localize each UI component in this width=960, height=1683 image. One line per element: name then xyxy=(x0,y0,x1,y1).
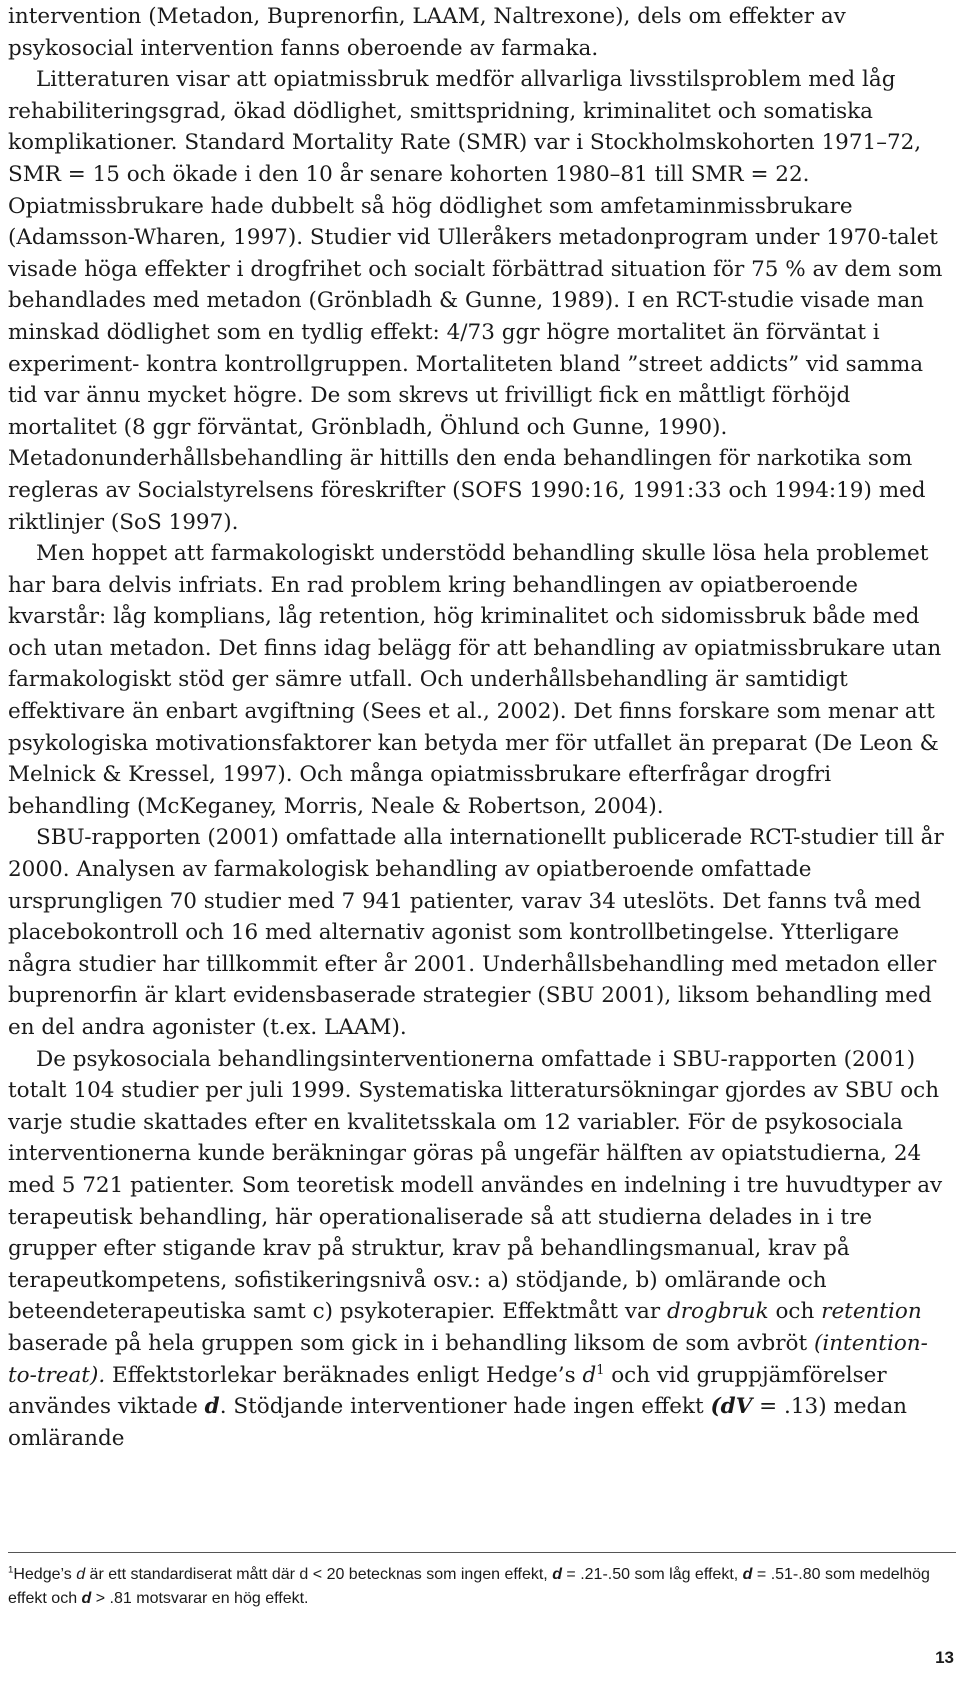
emphasis-run: d xyxy=(81,1590,92,1607)
page-number: 13 xyxy=(935,1648,954,1667)
text-run: är ett standardiserat mått där d < 20 betecknas som ingen effekt, xyxy=(85,1566,553,1583)
footnote-marker: 1 xyxy=(8,1564,14,1576)
paragraph xyxy=(8,1,954,64)
paragraph xyxy=(8,1044,954,1455)
footnote xyxy=(8,1563,954,1611)
emphasis-run: (dV xyxy=(710,1394,753,1420)
emphasis-run: d xyxy=(76,1566,86,1583)
paragraph xyxy=(8,64,954,538)
text-run: Hedge’s xyxy=(13,1566,77,1583)
text-run: Men hoppet att farmakologiskt understödd behandling skulle lösa hela problemet har bara delvis infriats. En rad problem kring behandlingen av opiatberoende kvarstår: låg komplians, låg retention, hög kriminalitet och sidomissbruk både med och utan metadon. Det finns idag belägg för att behandling av opiatmissbrukare utan farmakologiskt stöd ger sämre utfall. Och underhållsbehandling är samtidigt effektivare än enbart avgiftning (Sees et al., 2002). Det finns forskare som menar att psykologiska motivationsfaktorer kan betyda mer för utfallet än preparat (De Leon & Melnick & Kressel, 1997). Och många opiatmissbrukare efterfrågar drogfri behandling (McKeganey, Morris, Neale & Robertson, 2004). xyxy=(8,541,942,819)
emphasis-run: (intention-to-treat). xyxy=(8,1330,928,1388)
emphasis-run: d xyxy=(204,1394,220,1420)
text-run: och vid gruppjämförelser användes viktade xyxy=(8,1362,887,1420)
body-text xyxy=(8,0,954,1454)
text-run: = .21-.50 som låg effekt, xyxy=(561,1566,743,1583)
text-run: Litteraturen visar att opiatmissbruk medför allvarliga livsstilsproblem med låg rehabiliteringsgrad, ökad dödlighet, smittspridning, kriminalitet och somatiska komplikationer. Standard Mortality Rate (SMR) var i Stockholmskohorten 1971–72, SMR = 15 och ökade i den 10 år senare kohorten 1980–81 till SMR = 22. Opiatmissbrukare hade dubbelt så hög dödlighet som amfetaminmissbrukare (Adamsson-Wharen, 1997). Studier vid Ulleråkers metadonprogram under 1970-talet visade höga effekter i drogfrihet och socialt förbättrad situation för 75 % av dem som behandlades med metadon (Grönbladh & Gunne, 1989). I en RCT-studie visade man minskad dödlighet som en tydlig effekt: 4/73 ggr högre mortalitet än förväntat i experiment- kontra kontrollgruppen. Mortaliteten bland ”street addicts” vid samma tid var ännu mycket högre. De som skrevs ut frivilligt fick en måttligt förhöjd mortalitet (8 ggr förväntat, Grönbladh, Öhlund och Gunne, 1990). Metadonunderhållsbehandling är hittills den enda behandlingen för narkotika som regleras av Socialstyrelsens föreskrifter (SOFS 1990:16, 1991:33 och 1994:19) med riktlinjer (SoS 1997). xyxy=(8,67,943,535)
text-run: Effektstorlekar beräknades enligt Hedge’s xyxy=(105,1362,583,1388)
text-run: SBU-rapporten (2001) omfattade alla internationellt publicerade RCT-studier till år 2000. Analysen av farmakologisk behandling av opiatberoende omfattade ursprungligen 70 studier med 7 941 patienter, varav 34 uteslöts. Det fanns två med placebokontroll och 16 med alternativ agonist som kontrollbetingelse. Ytterligare några studier har tillkommit efter år 2001. Underhållsbehandling med metadon eller buprenorfin är klart evidensbaserade strategier (SBU 2001), liksom behandling med en del andra agonister (t.ex. LAAM). xyxy=(8,825,944,1040)
emphasis-run: d xyxy=(552,1566,562,1583)
emphasis-run: d xyxy=(742,1566,753,1583)
text-run: > .81 motsvarar en hög effekt. xyxy=(91,1590,309,1607)
text-run: = .13) medan omlärande xyxy=(8,1394,907,1451)
paragraph xyxy=(8,822,954,1043)
page xyxy=(8,0,954,1454)
text-run: = .51-.80 som medelhög effekt och xyxy=(8,1566,930,1607)
footnote-marker: 1 xyxy=(596,1362,605,1378)
emphasis-run: drogbruk xyxy=(666,1299,769,1325)
emphasis-run: d xyxy=(582,1362,597,1388)
text-run: baserade på hela gruppen som gick in i behandling liksom de som avbröt xyxy=(8,1330,814,1356)
text-run: och xyxy=(768,1299,822,1325)
paragraph xyxy=(8,538,954,822)
text-run: intervention (Metadon, Buprenorfin, LAAM, Naltrexone), dels om effekter av psykosocial intervention fanns oberoende av farmaka. xyxy=(8,4,846,61)
emphasis-run: retention xyxy=(821,1299,922,1325)
text-run: . Stödjande interventioner hade ingen effekt xyxy=(219,1394,711,1420)
text-run: De psykosociala behandlingsinterventionerna omfattade i SBU-rapporten (2001) totalt 104 studier per juli 1999. Systematiska litteratursökningar gjordes av SBU och varje studie skattades efter en kvalitetsskala om 12 variabler. För de psykosociala interventionerna kunde beräkningar göras på ungefär hälften av opiatstudierna, 24 med 5 721 patienter. Som teoretisk modell användes en indelning i tre huvudtyper av terapeutisk behandling, här operationaliserade så att studierna delades in i tre grupper efter stigande krav på struktur, krav på behandlingsmanual, krav på terapeutkompetens, sofistikeringsnivå osv.: a) stödjande, b) omlärande och beteendeterapeutiska samt c) psykoterapier. Effektmått var xyxy=(8,1046,943,1325)
footnote-divider xyxy=(8,1552,956,1553)
